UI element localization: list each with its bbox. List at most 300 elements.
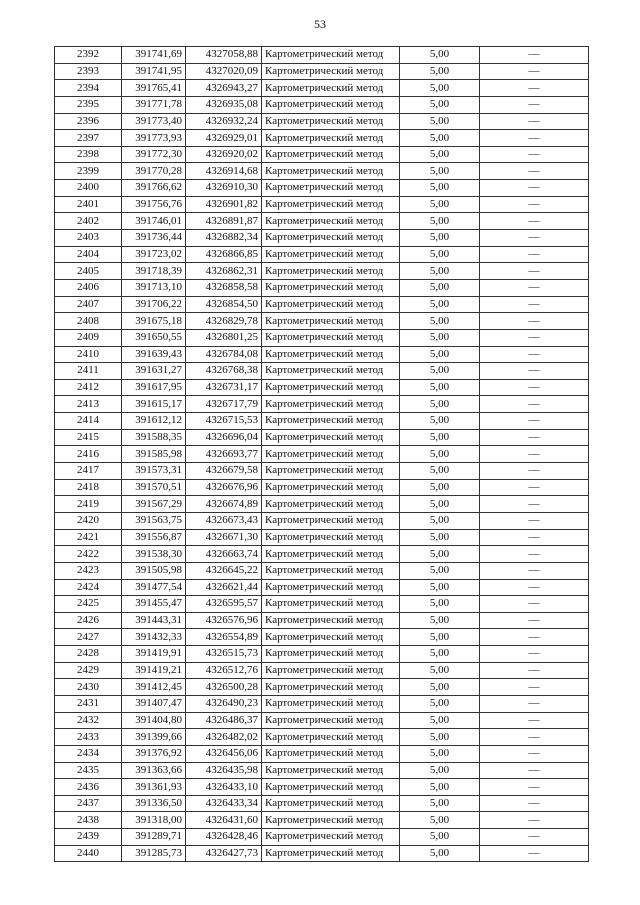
table-row [55, 729, 589, 746]
point-number-cell: 2425 [55, 596, 122, 613]
method-cell: Картометрический метод [262, 80, 400, 97]
y-coordinate-cell: 4326456,06 [186, 745, 262, 762]
y-coordinate-cell: 4327058,88 [186, 47, 262, 64]
accuracy-cell: 5,00 [400, 512, 480, 529]
point-number-cell: 2436 [55, 779, 122, 796]
note-cell: — [480, 845, 589, 862]
point-number-cell: 2418 [55, 479, 122, 496]
x-coordinate-cell: 391563,75 [122, 512, 186, 529]
y-coordinate-cell: 4326482,02 [186, 729, 262, 746]
accuracy-cell: 5,00 [400, 80, 480, 97]
table-row [55, 779, 589, 796]
point-number-cell: 2422 [55, 546, 122, 563]
x-coordinate-cell: 391736,44 [122, 230, 186, 247]
accuracy-cell: 5,00 [400, 712, 480, 729]
accuracy-cell: 5,00 [400, 296, 480, 313]
table-row [55, 662, 589, 679]
method-cell: Картометрический метод [262, 646, 400, 663]
accuracy-cell: 5,00 [400, 196, 480, 213]
y-coordinate-cell: 4326891,87 [186, 213, 262, 230]
note-cell: — [480, 246, 589, 263]
point-number-cell: 2431 [55, 695, 122, 712]
point-number-cell: 2428 [55, 646, 122, 663]
x-coordinate-cell: 391432,33 [122, 629, 186, 646]
method-cell: Картометрический метод [262, 263, 400, 280]
note-cell: — [480, 446, 589, 463]
y-coordinate-cell: 4326914,68 [186, 163, 262, 180]
y-coordinate-cell: 4326929,01 [186, 130, 262, 147]
point-number-cell: 2406 [55, 279, 122, 296]
method-cell: Картометрический метод [262, 180, 400, 197]
table-row [55, 762, 589, 779]
y-coordinate-cell: 4326645,22 [186, 562, 262, 579]
y-coordinate-cell: 4326910,30 [186, 180, 262, 197]
table-row [55, 313, 589, 330]
accuracy-cell: 5,00 [400, 213, 480, 230]
accuracy-cell: 5,00 [400, 662, 480, 679]
accuracy-cell: 5,00 [400, 113, 480, 130]
table-row [55, 845, 589, 862]
point-number-cell: 2404 [55, 246, 122, 263]
x-coordinate-cell: 391505,98 [122, 562, 186, 579]
table-row [55, 96, 589, 113]
note-cell: — [480, 96, 589, 113]
table-row [55, 812, 589, 829]
note-cell: — [480, 313, 589, 330]
method-cell: Картометрический метод [262, 163, 400, 180]
table-row [55, 413, 589, 430]
point-number-cell: 2401 [55, 196, 122, 213]
note-cell: — [480, 279, 589, 296]
note-cell: — [480, 329, 589, 346]
method-cell: Картометрический метод [262, 329, 400, 346]
point-number-cell: 2412 [55, 379, 122, 396]
accuracy-cell: 5,00 [400, 63, 480, 80]
note-cell: — [480, 180, 589, 197]
point-number-cell: 2395 [55, 96, 122, 113]
table-body [55, 47, 589, 862]
table-row [55, 47, 589, 64]
x-coordinate-cell: 391399,66 [122, 729, 186, 746]
accuracy-cell: 5,00 [400, 695, 480, 712]
note-cell: — [480, 463, 589, 480]
x-coordinate-cell: 391570,51 [122, 479, 186, 496]
accuracy-cell: 5,00 [400, 529, 480, 546]
table-row [55, 363, 589, 380]
table-row [55, 695, 589, 712]
y-coordinate-cell: 4326679,58 [186, 463, 262, 480]
method-cell: Картометрический метод [262, 779, 400, 796]
y-coordinate-cell: 4326427,73 [186, 845, 262, 862]
accuracy-cell: 5,00 [400, 762, 480, 779]
note-cell: — [480, 113, 589, 130]
y-coordinate-cell: 4326433,10 [186, 779, 262, 796]
y-coordinate-cell: 4326435,98 [186, 762, 262, 779]
point-number-cell: 2409 [55, 329, 122, 346]
y-coordinate-cell: 4326621,44 [186, 579, 262, 596]
point-number-cell: 2410 [55, 346, 122, 363]
table-row [55, 296, 589, 313]
y-coordinate-cell: 4327020,09 [186, 63, 262, 80]
note-cell: — [480, 529, 589, 546]
point-number-cell: 2402 [55, 213, 122, 230]
x-coordinate-cell: 391361,93 [122, 779, 186, 796]
y-coordinate-cell: 4326490,23 [186, 695, 262, 712]
accuracy-cell: 5,00 [400, 479, 480, 496]
y-coordinate-cell: 4326696,04 [186, 429, 262, 446]
point-number-cell: 2414 [55, 413, 122, 430]
method-cell: Картометрический метод [262, 230, 400, 247]
note-cell: — [480, 662, 589, 679]
y-coordinate-cell: 4326515,73 [186, 646, 262, 663]
note-cell: — [480, 629, 589, 646]
method-cell: Картометрический метод [262, 596, 400, 613]
point-number-cell: 2408 [55, 313, 122, 330]
method-cell: Картометрический метод [262, 845, 400, 862]
table-row [55, 745, 589, 762]
method-cell: Картометрический метод [262, 679, 400, 696]
accuracy-cell: 5,00 [400, 829, 480, 846]
table-row [55, 80, 589, 97]
y-coordinate-cell: 4326901,82 [186, 196, 262, 213]
accuracy-cell: 5,00 [400, 496, 480, 513]
point-number-cell: 2397 [55, 130, 122, 147]
x-coordinate-cell: 391538,30 [122, 546, 186, 563]
note-cell: — [480, 429, 589, 446]
table-row [55, 562, 589, 579]
page-number: 53 [314, 17, 326, 31]
point-number-cell: 2416 [55, 446, 122, 463]
accuracy-cell: 5,00 [400, 230, 480, 247]
accuracy-cell: 5,00 [400, 163, 480, 180]
table-row [55, 679, 589, 696]
method-cell: Картометрический метод [262, 762, 400, 779]
y-coordinate-cell: 4326768,38 [186, 363, 262, 380]
table-row [55, 429, 589, 446]
point-number-cell: 2424 [55, 579, 122, 596]
x-coordinate-cell: 391770,28 [122, 163, 186, 180]
y-coordinate-cell: 4326428,46 [186, 829, 262, 846]
method-cell: Картометрический метод [262, 63, 400, 80]
method-cell: Картометрический метод [262, 829, 400, 846]
x-coordinate-cell: 391404,80 [122, 712, 186, 729]
method-cell: Картометрический метод [262, 812, 400, 829]
table-row [55, 329, 589, 346]
y-coordinate-cell: 4326866,85 [186, 246, 262, 263]
method-cell: Картометрический метод [262, 745, 400, 762]
note-cell: — [480, 413, 589, 430]
note-cell: — [480, 296, 589, 313]
table-row [55, 230, 589, 247]
x-coordinate-cell: 391289,71 [122, 829, 186, 846]
note-cell: — [480, 230, 589, 247]
note-cell: — [480, 512, 589, 529]
point-number-cell: 2407 [55, 296, 122, 313]
x-coordinate-cell: 391631,27 [122, 363, 186, 380]
table-row [55, 213, 589, 230]
note-cell: — [480, 679, 589, 696]
note-cell: — [480, 363, 589, 380]
table-row [55, 629, 589, 646]
x-coordinate-cell: 391573,31 [122, 463, 186, 480]
accuracy-cell: 5,00 [400, 246, 480, 263]
table-row [55, 196, 589, 213]
accuracy-cell: 5,00 [400, 612, 480, 629]
method-cell: Картометрический метод [262, 562, 400, 579]
x-coordinate-cell: 391765,41 [122, 80, 186, 97]
y-coordinate-cell: 4326943,27 [186, 80, 262, 97]
table-row [55, 479, 589, 496]
table-row [55, 146, 589, 163]
accuracy-cell: 5,00 [400, 279, 480, 296]
point-number-cell: 2392 [55, 47, 122, 64]
accuracy-cell: 5,00 [400, 812, 480, 829]
x-coordinate-cell: 391556,87 [122, 529, 186, 546]
table-row [55, 379, 589, 396]
y-coordinate-cell: 4326784,08 [186, 346, 262, 363]
method-cell: Картометрический метод [262, 463, 400, 480]
point-number-cell: 2430 [55, 679, 122, 696]
x-coordinate-cell: 391617,95 [122, 379, 186, 396]
method-cell: Картометрический метод [262, 712, 400, 729]
accuracy-cell: 5,00 [400, 130, 480, 147]
table-row [55, 263, 589, 280]
method-cell: Картометрический метод [262, 446, 400, 463]
accuracy-cell: 5,00 [400, 579, 480, 596]
accuracy-cell: 5,00 [400, 263, 480, 280]
accuracy-cell: 5,00 [400, 180, 480, 197]
coordinates-table [54, 46, 589, 862]
point-number-cell: 2417 [55, 463, 122, 480]
note-cell: — [480, 346, 589, 363]
accuracy-cell: 5,00 [400, 47, 480, 64]
x-coordinate-cell: 391585,98 [122, 446, 186, 463]
x-coordinate-cell: 391612,12 [122, 413, 186, 430]
x-coordinate-cell: 391773,93 [122, 130, 186, 147]
point-number-cell: 2438 [55, 812, 122, 829]
accuracy-cell: 5,00 [400, 562, 480, 579]
x-coordinate-cell: 391718,39 [122, 263, 186, 280]
point-number-cell: 2426 [55, 612, 122, 629]
method-cell: Картометрический метод [262, 396, 400, 413]
note-cell: — [480, 130, 589, 147]
accuracy-cell: 5,00 [400, 429, 480, 446]
x-coordinate-cell: 391363,66 [122, 762, 186, 779]
y-coordinate-cell: 4326595,57 [186, 596, 262, 613]
note-cell: — [480, 779, 589, 796]
note-cell: — [480, 47, 589, 64]
method-cell: Картометрический метод [262, 146, 400, 163]
point-number-cell: 2405 [55, 263, 122, 280]
y-coordinate-cell: 4326858,58 [186, 279, 262, 296]
table-row [55, 829, 589, 846]
accuracy-cell: 5,00 [400, 396, 480, 413]
method-cell: Картометрический метод [262, 246, 400, 263]
note-cell: — [480, 596, 589, 613]
method-cell: Картометрический метод [262, 279, 400, 296]
y-coordinate-cell: 4326431,60 [186, 812, 262, 829]
method-cell: Картометрический метод [262, 662, 400, 679]
point-number-cell: 2423 [55, 562, 122, 579]
y-coordinate-cell: 4326693,77 [186, 446, 262, 463]
point-number-cell: 2411 [55, 363, 122, 380]
y-coordinate-cell: 4326882,34 [186, 230, 262, 247]
point-number-cell: 2435 [55, 762, 122, 779]
accuracy-cell: 5,00 [400, 596, 480, 613]
x-coordinate-cell: 391376,92 [122, 745, 186, 762]
point-number-cell: 2432 [55, 712, 122, 729]
table-row [55, 279, 589, 296]
x-coordinate-cell: 391412,45 [122, 679, 186, 696]
point-number-cell: 2398 [55, 146, 122, 163]
point-number-cell: 2400 [55, 180, 122, 197]
y-coordinate-cell: 4326576,96 [186, 612, 262, 629]
x-coordinate-cell: 391285,73 [122, 845, 186, 862]
y-coordinate-cell: 4326854,50 [186, 296, 262, 313]
note-cell: — [480, 579, 589, 596]
x-coordinate-cell: 391741,95 [122, 63, 186, 80]
point-number-cell: 2420 [55, 512, 122, 529]
accuracy-cell: 5,00 [400, 629, 480, 646]
point-number-cell: 2433 [55, 729, 122, 746]
method-cell: Картометрический метод [262, 579, 400, 596]
x-coordinate-cell: 391756,76 [122, 196, 186, 213]
note-cell: — [480, 712, 589, 729]
method-cell: Картометрический метод [262, 313, 400, 330]
point-number-cell: 2399 [55, 163, 122, 180]
accuracy-cell: 5,00 [400, 845, 480, 862]
method-cell: Картометрический метод [262, 496, 400, 513]
table-row [55, 712, 589, 729]
accuracy-cell: 5,00 [400, 313, 480, 330]
note-cell: — [480, 612, 589, 629]
accuracy-cell: 5,00 [400, 413, 480, 430]
table-row [55, 512, 589, 529]
accuracy-cell: 5,00 [400, 779, 480, 796]
y-coordinate-cell: 4326663,74 [186, 546, 262, 563]
x-coordinate-cell: 391567,29 [122, 496, 186, 513]
accuracy-cell: 5,00 [400, 446, 480, 463]
x-coordinate-cell: 391713,10 [122, 279, 186, 296]
point-number-cell: 2437 [55, 795, 122, 812]
method-cell: Картометрический метод [262, 695, 400, 712]
accuracy-cell: 5,00 [400, 329, 480, 346]
note-cell: — [480, 196, 589, 213]
x-coordinate-cell: 391741,69 [122, 47, 186, 64]
x-coordinate-cell: 391588,35 [122, 429, 186, 446]
x-coordinate-cell: 391336,50 [122, 795, 186, 812]
method-cell: Картометрический метод [262, 296, 400, 313]
y-coordinate-cell: 4326554,89 [186, 629, 262, 646]
note-cell: — [480, 562, 589, 579]
accuracy-cell: 5,00 [400, 363, 480, 380]
accuracy-cell: 5,00 [400, 745, 480, 762]
note-cell: — [480, 479, 589, 496]
note-cell: — [480, 146, 589, 163]
accuracy-cell: 5,00 [400, 463, 480, 480]
method-cell: Картометрический метод [262, 529, 400, 546]
method-cell: Картометрический метод [262, 213, 400, 230]
note-cell: — [480, 379, 589, 396]
table-row [55, 396, 589, 413]
note-cell: — [480, 812, 589, 829]
method-cell: Картометрический метод [262, 512, 400, 529]
accuracy-cell: 5,00 [400, 646, 480, 663]
point-number-cell: 2394 [55, 80, 122, 97]
y-coordinate-cell: 4326433,34 [186, 795, 262, 812]
accuracy-cell: 5,00 [400, 795, 480, 812]
y-coordinate-cell: 4326932,24 [186, 113, 262, 130]
y-coordinate-cell: 4326935,08 [186, 96, 262, 113]
x-coordinate-cell: 391407,47 [122, 695, 186, 712]
note-cell: — [480, 263, 589, 280]
accuracy-cell: 5,00 [400, 96, 480, 113]
method-cell: Картометрический метод [262, 479, 400, 496]
method-cell: Картометрический метод [262, 612, 400, 629]
x-coordinate-cell: 391650,55 [122, 329, 186, 346]
accuracy-cell: 5,00 [400, 146, 480, 163]
note-cell: — [480, 396, 589, 413]
table-row [55, 546, 589, 563]
point-number-cell: 2393 [55, 63, 122, 80]
y-coordinate-cell: 4326673,43 [186, 512, 262, 529]
point-number-cell: 2396 [55, 113, 122, 130]
x-coordinate-cell: 391773,40 [122, 113, 186, 130]
note-cell: — [480, 163, 589, 180]
accuracy-cell: 5,00 [400, 729, 480, 746]
accuracy-cell: 5,00 [400, 346, 480, 363]
y-coordinate-cell: 4326671,30 [186, 529, 262, 546]
y-coordinate-cell: 4326486,37 [186, 712, 262, 729]
x-coordinate-cell: 391455,47 [122, 596, 186, 613]
point-number-cell: 2419 [55, 496, 122, 513]
x-coordinate-cell: 391419,21 [122, 662, 186, 679]
point-number-cell: 2439 [55, 829, 122, 846]
table-row [55, 346, 589, 363]
x-coordinate-cell: 391443,31 [122, 612, 186, 629]
accuracy-cell: 5,00 [400, 679, 480, 696]
note-cell: — [480, 496, 589, 513]
y-coordinate-cell: 4326676,96 [186, 479, 262, 496]
table-row [55, 529, 589, 546]
accuracy-cell: 5,00 [400, 379, 480, 396]
y-coordinate-cell: 4326731,17 [186, 379, 262, 396]
table-row [55, 795, 589, 812]
note-cell: — [480, 646, 589, 663]
table-row [55, 446, 589, 463]
y-coordinate-cell: 4326715,53 [186, 413, 262, 430]
x-coordinate-cell: 391318,00 [122, 812, 186, 829]
table-row [55, 496, 589, 513]
x-coordinate-cell: 391615,17 [122, 396, 186, 413]
note-cell: — [480, 745, 589, 762]
method-cell: Картометрический метод [262, 113, 400, 130]
method-cell: Картометрический метод [262, 346, 400, 363]
method-cell: Картометрический метод [262, 196, 400, 213]
table-row [55, 596, 589, 613]
method-cell: Картометрический метод [262, 379, 400, 396]
y-coordinate-cell: 4326920,02 [186, 146, 262, 163]
note-cell: — [480, 80, 589, 97]
point-number-cell: 2421 [55, 529, 122, 546]
x-coordinate-cell: 391706,22 [122, 296, 186, 313]
method-cell: Картометрический метод [262, 413, 400, 430]
method-cell: Картометрический метод [262, 795, 400, 812]
note-cell: — [480, 795, 589, 812]
point-number-cell: 2427 [55, 629, 122, 646]
table-row [55, 180, 589, 197]
method-cell: Картометрический метод [262, 729, 400, 746]
